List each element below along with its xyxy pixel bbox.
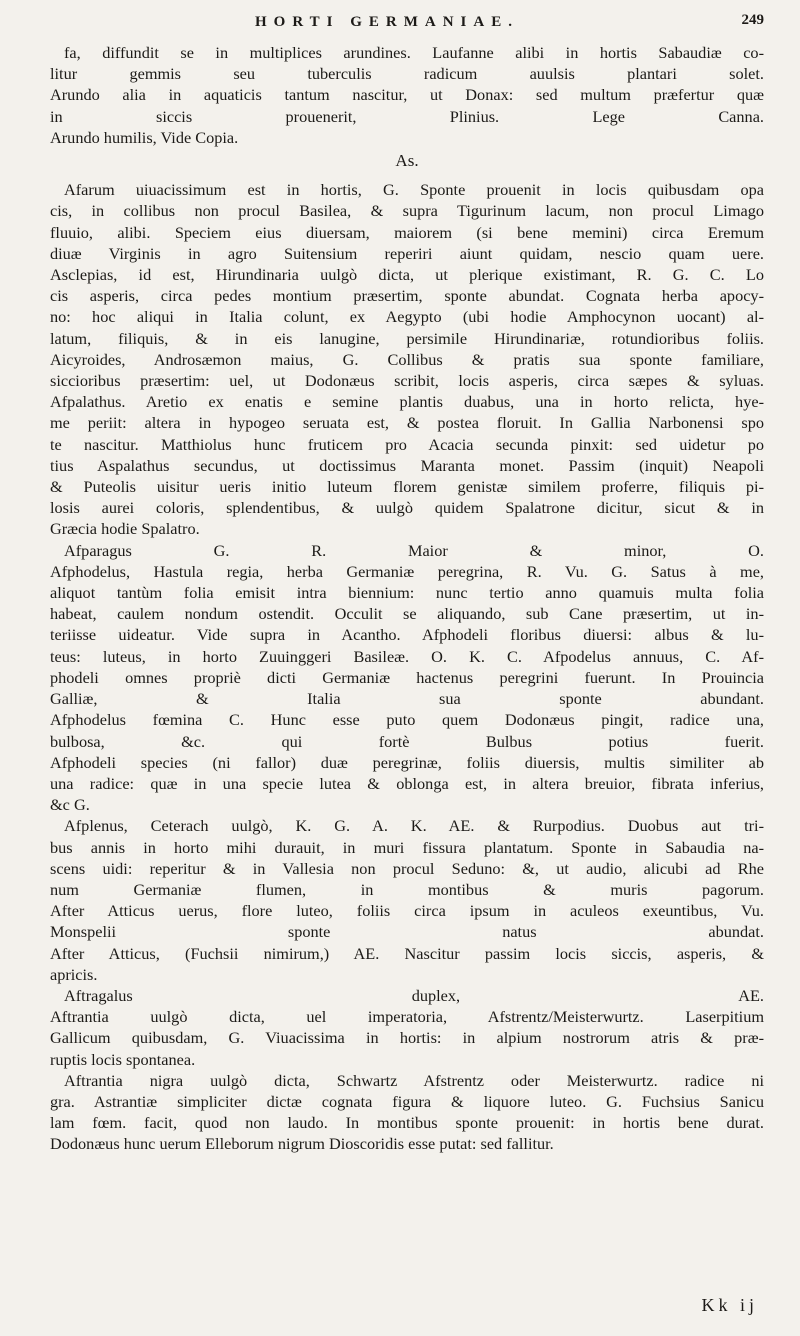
text-line: Aftragalus duplex, AE. (64, 985, 764, 1005)
text-line: scens uidi: reperitur & in Vallesia non procul Seduno: &, ut audio, alicubi ad Rhe (50, 858, 764, 878)
text-line: no: hoc aliqui in Italia colunt, ex Aegypto (ubi hodie Amphocynon uocant) al- (50, 307, 764, 327)
text-line: After Atticus, (Fuchsii nimirum,) AE. Nascitur passim locis siccis, asperis, & (50, 943, 764, 963)
text-line: una radice: quæ in una specie lutea & oblonga est, in altera breuior, fibrata inferius, (50, 773, 764, 793)
text-line: Dodonæus hunc uerum Elleborum nigrum Dioscoridis esse putat: sed fallitur. (50, 1134, 554, 1154)
text-line: bulbosa, &c. qui fortè Bulbus potius fuerit. (50, 731, 764, 751)
text-line: ruptis locis spontanea. (50, 1049, 196, 1069)
text-line: & Puteolis uisitur ueris initio luteum florem genistæ similem proferre, filiquis pi- (50, 477, 764, 497)
text-line: Afphodeli species (ni fallor) duæ peregrinæ, foliis diuersis, multis similiter ab (50, 752, 764, 772)
text-line: Afarum uiuacissimum est in hortis, G. Sponte prouenit in locis quibusdam opa (64, 180, 764, 200)
text-line: cis asperis, circa pedes montium præsertim, sponte abundat. Cognata herba apocy- (50, 286, 764, 306)
text-line: aliquot tantùm folia emisit intra biennium: nunc tertio anno quamuis multa folia (50, 583, 764, 603)
text-line: Afphodelus fœmina C. Hunc esse puto quem Dodonæus pingit, radice una, (50, 710, 764, 730)
text-line: Gallicum quibusdam, G. Viuacissima in hortis: in alpium nostrorum atris & præ- (50, 1028, 764, 1048)
text-line: tius Aspalathus secundus, ut doctissimus Maranta monet. Passim (inquit) Neapoli (50, 455, 764, 475)
text-line: Aftrantia nigra uulgò dicta, Schwartz Afstrentz oder Meisterwurtz. radice ni (64, 1070, 764, 1090)
text-line: habeat, caulem nondum ostendit. Occulit se aliquando, sub Cane præsertim, ut in- (50, 604, 764, 624)
text-line: litur gemmis seu tuberculis radicum auulsis plantari solet. (50, 64, 764, 84)
text-line: fluuio, alibi. Speciem eius diuersam, maiorem (si bene memini) circa Eremum (50, 222, 764, 242)
text-line: losis aurei coloris, splendentibus, & uulgò quidem Spalatrone dicitur, sicut & in (50, 498, 764, 518)
text-line: Afplenus, Ceterach uulgò, K. G. A. K. AE. & Rurpodius. Duobus aut tri- (64, 816, 764, 836)
text-line: in siccis prouenerit, Plinius. Lege Canna. (50, 106, 764, 126)
text-line: te nascitur. Matthiolus hunc fruticem pro Acacia secunda pinxit: sed uidetur po (50, 434, 764, 454)
text-line: num Germaniæ flumen, in montibus & muris pagorum. (50, 879, 764, 899)
text-line: phodeli omnes propriè dicti Germaniæ hactenus peregrini fuerunt. In Prouincia (50, 667, 764, 687)
text-line: Monspelii sponte natus abundat. (50, 922, 764, 942)
text-line: me periit: altera in hypogeo seruata est, & postea floruit. In Gallia Narbonensi spo (50, 413, 764, 433)
signature-mark: Kk ij (701, 1295, 758, 1315)
text-line: siccioribus præsertim: uel, ut Dodonæus scribit, locis asperis, circa sæpes & syluas. (50, 371, 764, 391)
text-line: Aicyroides, Androsæmon maius, G. Collibus & pratis sua sponte familiare, (50, 349, 764, 369)
text-line: Afphodelus, Hastula regia, herba Germaniæ peregrina, R. Vu. G. Satus à me, (50, 561, 764, 581)
text-line: cis, in collibus non procul Basilea, & supra Tigurinum lacum, non procul Limago (50, 201, 764, 221)
body-text (50, 42, 764, 1155)
text-line: teriisse uideatur. Vide supra in Acantho. Afphodeli floribus diuersi: albus & lu- (50, 625, 764, 645)
text-line: teus: luteus, in horto Zuuinggeri Basileæ. O. K. C. Afpodelus annuus, C. Af- (50, 646, 764, 666)
text-line: &c G. (50, 795, 90, 815)
running-title: HORTI GERMANIAE. (255, 14, 519, 30)
text-line: Græcia hodie Spalatro. (50, 519, 200, 539)
text-line: Arundo humilis, Vide Copia. (50, 127, 239, 147)
text-line: Afpalathus. Aretio ex enatis e semine plantis duabus, una in horto relicta, hye- (50, 392, 764, 412)
text-line: apricis. (50, 964, 98, 984)
text-line: bus annis in horto mihi durauit, in muri fissura plantatum. Sponte in Sabaudia na- (50, 837, 764, 857)
text-line: lam fœm. facit, quod non laudo. In montibus sponte prouenit: in hortis bene durat. (50, 1113, 764, 1133)
text-line: latum, filiquis, & in eis lanugine, persimile Hirundinariæ, rotundioribus foliis. (50, 328, 764, 348)
section-heading: As. (395, 151, 419, 171)
page-number: 249 (741, 12, 764, 28)
text-line: Galliæ, & Italia sua sponte abundant. (50, 689, 764, 709)
text-line: gra. Astrantiæ simpliciter dictæ cognata figura & liquore luteo. G. Fuchsius Sanicu (50, 1091, 764, 1111)
text-line: Arundo alia in aquaticis tantum nascitur, ut Donax: sed multum præfertur quæ (50, 85, 764, 105)
text-line: Asclepias, id est, Hirundinaria uulgò dicta, ut plerique existimant, R. G. C. Lo (50, 265, 764, 285)
text-line: Afparagus G. R. Maior & minor, O. (64, 540, 764, 560)
text-line: fa, diffundit se in multiplices arundines. Laufanne alibi in hortis Sabaudiæ co- (64, 43, 764, 62)
text-line: Aftrantia uulgò dicta, uel imperatoria, Afstrentz/Meisterwurtz. Laserpitium (50, 1007, 764, 1027)
text-line: After Atticus uerus, flore luteo, foliis circa ipsum in aculeos exeuntibus, Vu. (50, 901, 764, 921)
text-line: diuæ Virginis in agro Suitensium reperiri aiunt quidam, nescio quam uere. (50, 243, 764, 263)
page-header (50, 12, 764, 42)
